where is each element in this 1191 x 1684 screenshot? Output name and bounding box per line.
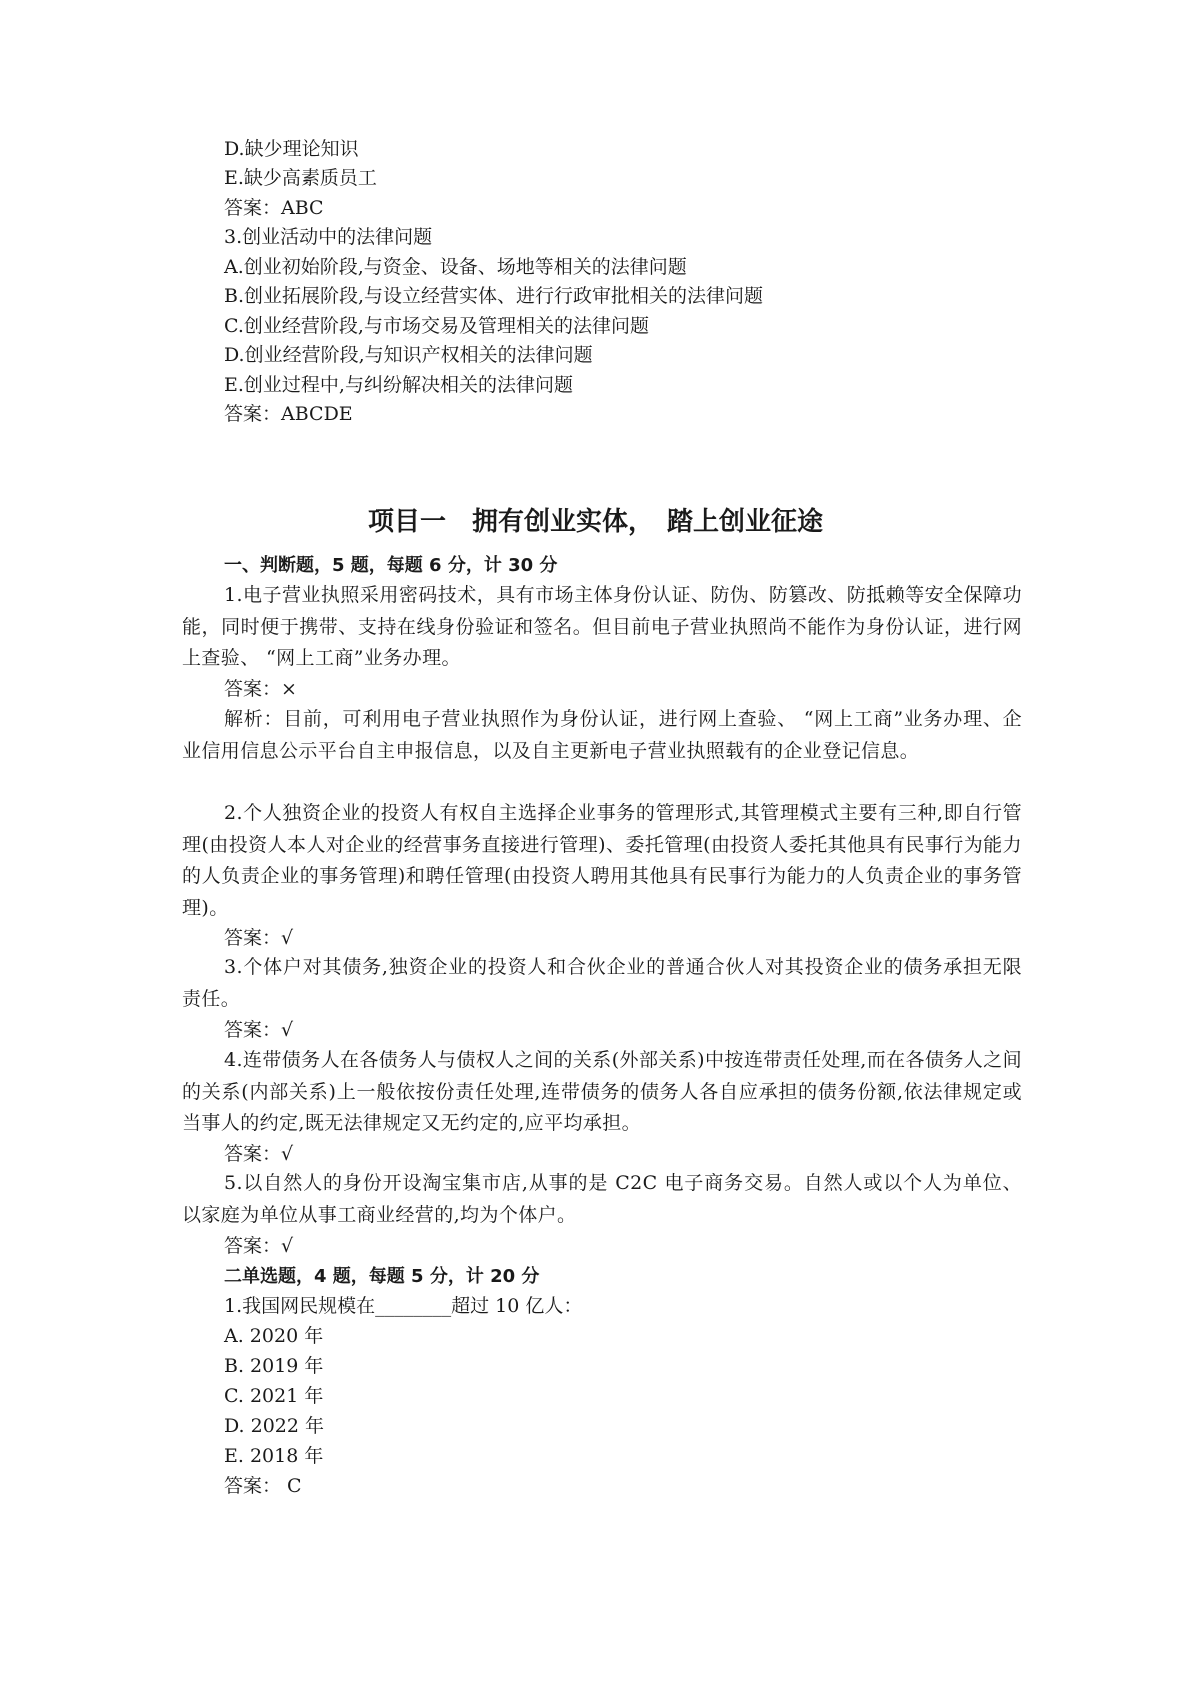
single-choice-q1: 1.我国网民规模在________超过 10 亿人： [224, 1295, 583, 1317]
q3-option-a: A.创业初始阶段,与资金、设备、场地等相关的法律问题 [224, 256, 687, 278]
single-choice-heading: 二单选题，4 题，每题 5 分，计 20 分 [224, 1266, 540, 1287]
single-choice-option-a: A. 2020 年 [224, 1325, 324, 1347]
judgment-heading: 一、判断题，5 题，每题 6 分，计 30 分 [224, 555, 558, 576]
section-title: 项目一 拥有创业实体， 踏上创业征途 [367, 507, 823, 537]
judgment-q5-answer: 答案：√ [224, 1235, 294, 1257]
q3-option-d: D.创业经营阶段,与知识产权相关的法律问题 [224, 344, 593, 366]
q3-stem: 3.创业活动中的法律问题 [224, 226, 433, 248]
judgment-q1: 1.电子营业执照采用密码技术，具有市场主体身份认证、防伪、防篡改、防抵赖等安全保障功能，同时便于携带、支持在线身份验证和签名。但目前电子营业执照尚不能作为身份认证，进行网上查验、 “网上工商”业务办理。 [182, 584, 1022, 669]
q3-option-c: C.创业经营阶段,与市场交易及管理相关的法律问题 [224, 315, 649, 337]
judgment-q2: 2.个人独资企业的投资人有权自主选择企业事务的管理形式,其管理模式主要有三种,即自行管理(由投资人本人对企业的经营事务直接进行管理)、委托管理(由投资人委托其他具有民事行为能力的人负责企业的事务管理)和聘任管理(由投资人聘用其他具有民事行为能力的人负责企业的事务管理)。 [182, 802, 1022, 919]
judgment-q1-answer: 答案：× [224, 678, 297, 700]
judgment-q5: 5.以自然人的身份开设淘宝集市店,从事的是 C2C 电子商务交易。自然人或以个人为单位、以家庭为单位从事工商业经营的,均为个体户。 [182, 1172, 1022, 1226]
single-choice-option-e: E. 2018 年 [224, 1445, 324, 1467]
judgment-q3: 3.个体户对其债务,独资企业的投资人和合伙企业的普通合伙人对其投资企业的债务承担无限责任。 [182, 956, 1022, 1010]
prev-answer: 答案：ABC [224, 197, 324, 219]
judgment-q4-answer: 答案：√ [224, 1143, 294, 1165]
judgment-q4: 4.连带债务人在各债务人与债权人之间的关系(外部关系)中按连带责任处理,而在各债务人之间的关系(内部关系)上一般依按份责任处理,连带债务的债务人各自应承担的债务份额,依法律规定或当事人的约定,既无法律规定又无约定的,应平均承担。 [182, 1049, 1022, 1134]
judgment-q1-analysis: 解析：目前，可利用电子营业执照作为身份认证，进行网上查验、 “网上工商”业务办理、企业信用信息公示平台自主申报信息，以及自主更新电子营业执照载有的企业登记信息。 [182, 708, 1022, 762]
single-choice-option-d: D. 2022 年 [224, 1415, 325, 1437]
prev-option-e: E.缺少高素质员工 [224, 167, 377, 189]
judgment-q3-answer: 答案：√ [224, 1019, 294, 1041]
q3-option-e: E.创业过程中,与纠纷解决相关的法律问题 [224, 374, 573, 396]
prev-option-d: D.缺少理论知识 [224, 138, 359, 160]
single-choice-answer: 答案： C [224, 1475, 302, 1497]
q3-answer: 答案：ABCDE [224, 403, 353, 425]
single-choice-option-c: C. 2021 年 [224, 1385, 324, 1407]
judgment-q2-answer: 答案：√ [224, 927, 294, 949]
single-choice-option-b: B. 2019 年 [224, 1355, 324, 1377]
q3-option-b: B.创业拓展阶段,与设立经营实体、进行行政审批相关的法律问题 [224, 285, 764, 307]
